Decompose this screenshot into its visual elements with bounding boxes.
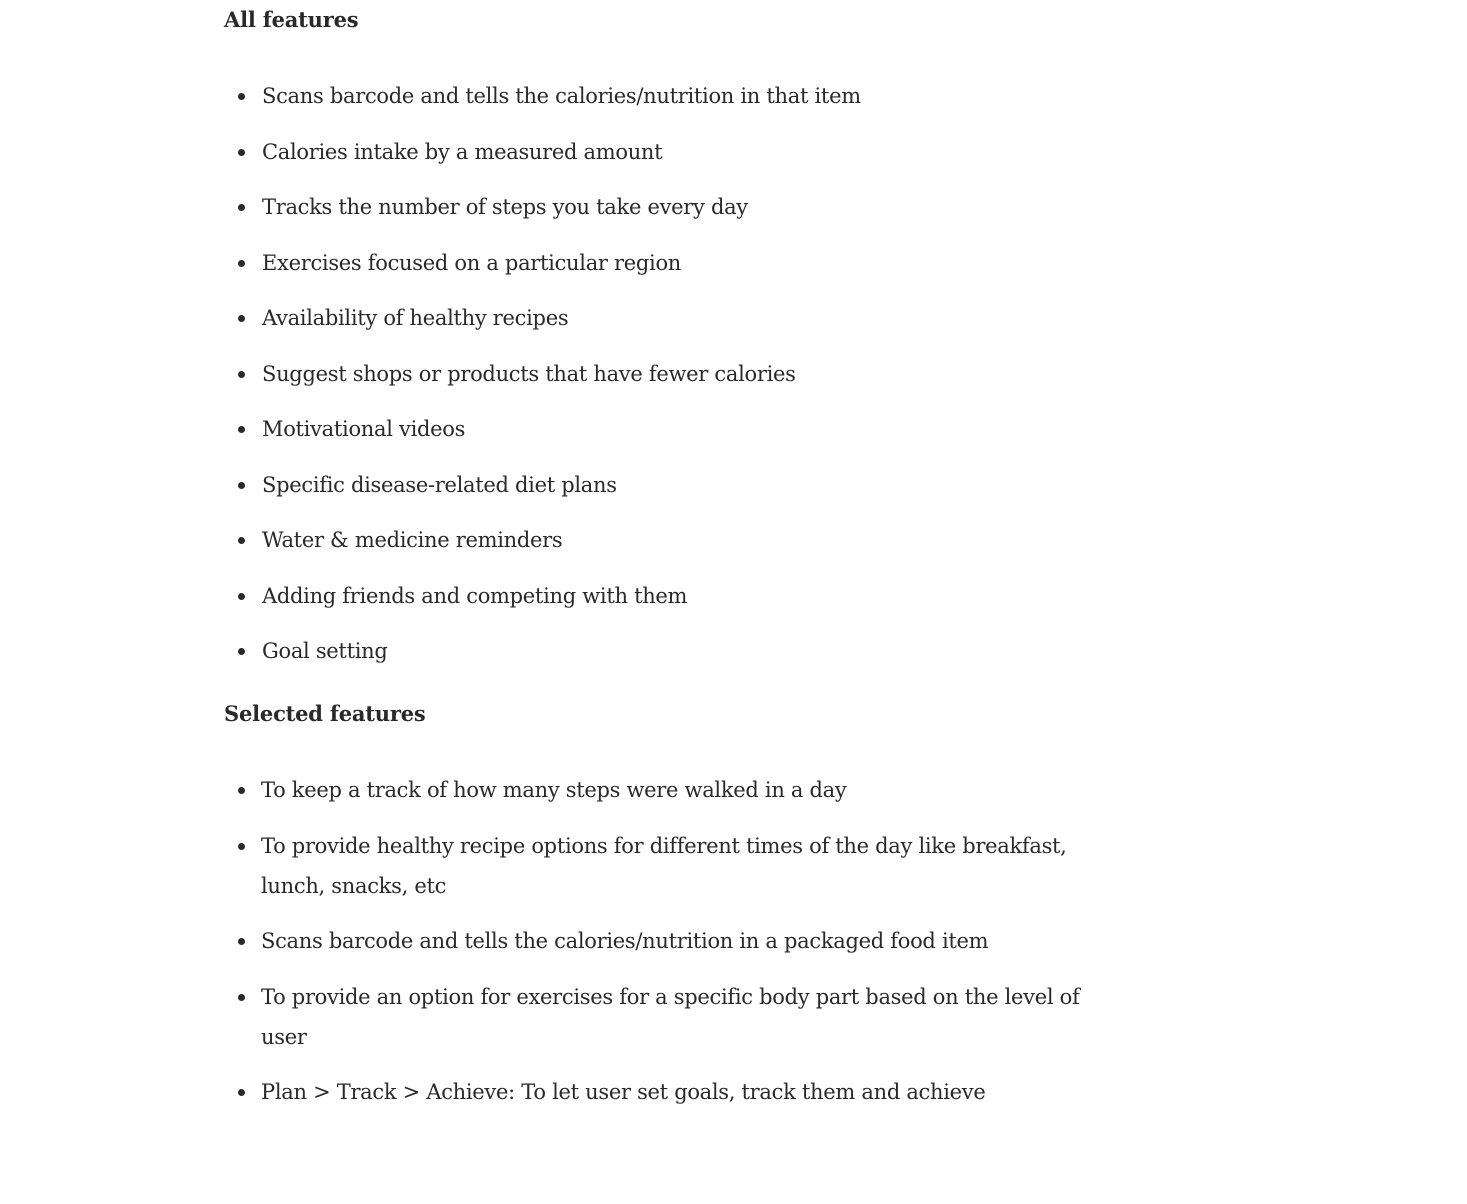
all-features-list	[224, 76, 1084, 671]
list-item	[224, 977, 1084, 1057]
article-body	[224, 0, 1084, 1112]
list-item-text: To keep a track of how many steps were walked in a day	[261, 778, 847, 802]
list-item	[224, 243, 1084, 283]
bullet-icon	[238, 938, 245, 945]
list-item-text: Suggest shops or products that have fewer calories	[262, 361, 796, 386]
bullet-icon	[238, 648, 245, 655]
list-item	[224, 1072, 1084, 1112]
bullet-icon	[238, 1089, 245, 1096]
list-item-text: Motivational videos	[262, 417, 466, 441]
bullet-icon	[238, 843, 245, 850]
list-item-text: Exercises focused on a particular region	[262, 250, 682, 275]
list-item-text: Goal setting	[262, 639, 388, 663]
selected-features-list	[224, 770, 1084, 1112]
bullet-icon	[238, 315, 245, 322]
list-item	[224, 520, 1084, 560]
list-item-text: Scans barcode and tells the calories/nutrition in that item	[262, 84, 861, 108]
bullet-icon	[238, 787, 245, 794]
list-item-text: Tracks the number of steps you take every day	[262, 195, 748, 219]
bullet-icon	[238, 93, 245, 100]
list-item	[224, 576, 1084, 616]
list-item-text: Scans barcode and tells the calories/nutrition in a packaged food item	[261, 929, 989, 953]
list-item	[224, 132, 1084, 172]
list-item	[224, 631, 1084, 671]
selected-features-heading: Selected features	[224, 701, 426, 726]
list-item-text: Calories intake by a measured amount	[262, 139, 663, 164]
bullet-icon	[238, 593, 245, 600]
bullet-icon	[238, 537, 245, 544]
all-features-heading: All features	[224, 7, 359, 32]
bullet-icon	[238, 260, 245, 267]
list-item-text: To provide healthy recipe options for different times of the day like breakfast, lunch, snacks, etc	[261, 833, 1067, 898]
list-item	[224, 770, 1084, 810]
bullet-icon	[238, 482, 245, 489]
bullet-icon	[238, 149, 245, 156]
list-item	[224, 409, 1084, 449]
bullet-icon	[238, 994, 245, 1001]
list-item	[224, 187, 1084, 227]
list-item-text: Specific disease-related diet plans	[262, 472, 617, 497]
bullet-icon	[238, 426, 245, 433]
list-item-text: Adding friends and competing with them	[262, 583, 688, 608]
list-item	[224, 826, 1084, 906]
list-item	[224, 921, 1084, 961]
list-item-text: Plan > Track > Achieve: To let user set goals, track them and achieve	[261, 1080, 986, 1104]
list-item	[224, 354, 1084, 394]
list-item	[224, 298, 1084, 338]
list-item	[224, 465, 1084, 505]
bullet-icon	[238, 371, 245, 378]
list-item	[224, 76, 1084, 116]
list-item-text: Water & medicine reminders	[262, 528, 563, 552]
list-item-text: Availability of healthy recipes	[262, 306, 569, 330]
list-item-text: To provide an option for exercises for a specific body part based on the level of user	[261, 984, 1080, 1049]
bullet-icon	[238, 204, 245, 211]
